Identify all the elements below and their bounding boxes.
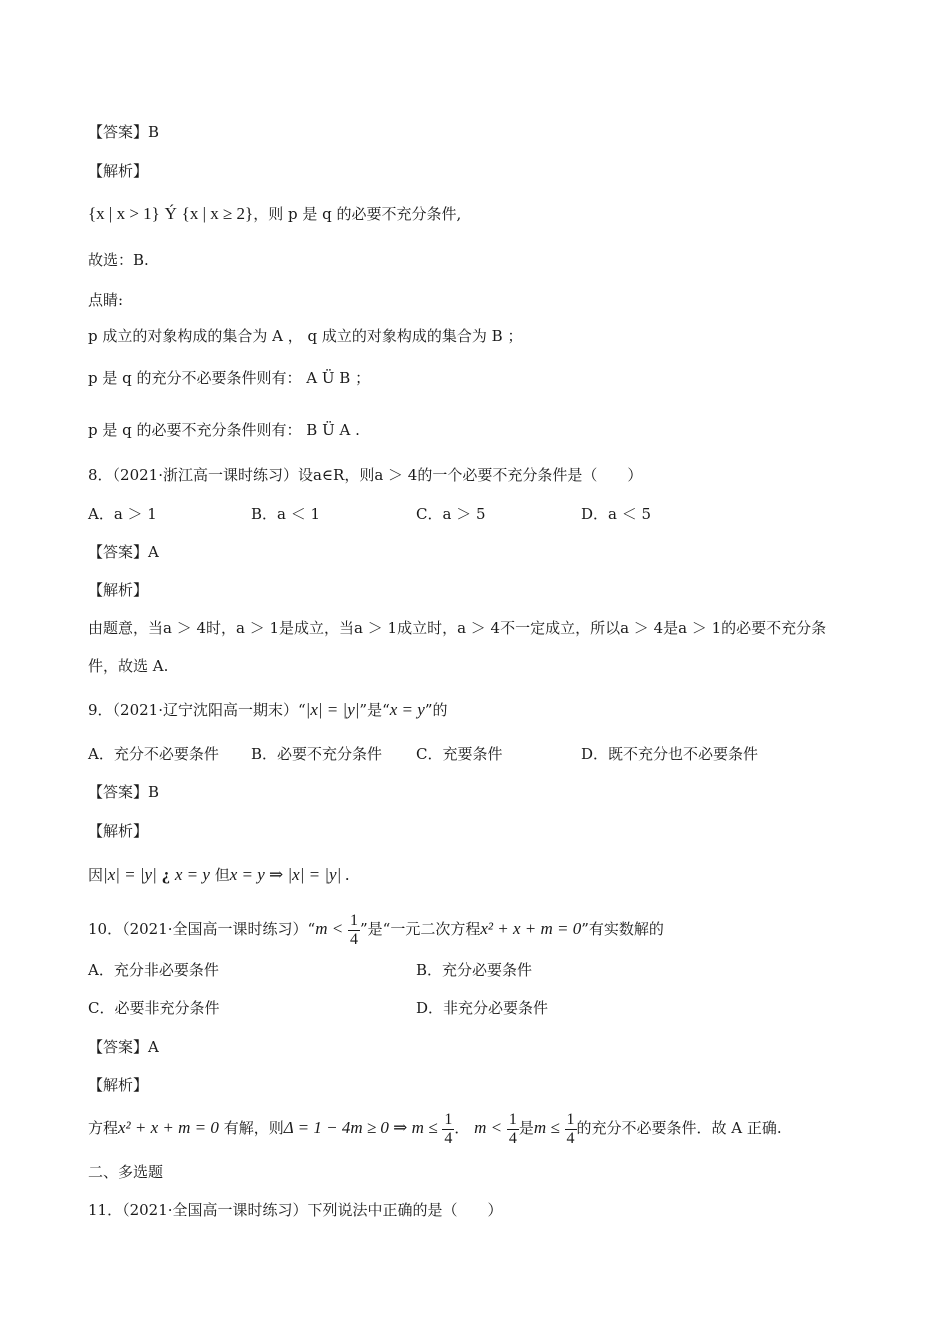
q8-option-b: B．a ＜ 1 <box>251 505 321 523</box>
q8-option-d: D．a ＜ 5 <box>581 505 652 523</box>
q10-a-frac-2-num: 1 <box>508 1110 517 1128</box>
q10-denominator: 4 <box>349 930 358 948</box>
subset-symbol: Ý <box>164 204 177 223</box>
q8-option-c: C．a ＞ 5 <box>416 505 486 523</box>
q10-option-a: A．充分非必要条件 <box>88 961 219 979</box>
q9-a-xy: x = y <box>174 865 210 884</box>
q10-a-delta: Δ = 1 − 4m ≥ 0 ⇒ m ≤ <box>283 1118 438 1137</box>
q10-a-frac-3-den: 4 <box>566 1129 575 1147</box>
q10-a-mid: 有解，则 <box>223 1119 284 1137</box>
q9-suffix: ”的 <box>424 701 448 719</box>
q10-a-eq: x² + x + m = 0 <box>118 1118 219 1137</box>
q7-answer: 【答案】B <box>88 123 160 141</box>
q9-mid: ”是“ <box>359 701 390 719</box>
q9-a-impl: x = y ⇒ |x| = |y| . <box>229 865 350 884</box>
q10-prefix: 10．（2021·全国高一课时练习）“ <box>88 920 316 938</box>
q9-a-pre: 因 <box>88 866 104 884</box>
q10-a-pre: 方程 <box>88 1119 119 1137</box>
q7-tip-3: p 是 q 的必要不充分条件则有： B Ü A . <box>88 421 360 439</box>
q9-analysis-label: 【解析】 <box>88 822 149 840</box>
set-2: {x | x ≥ 2} <box>181 204 254 223</box>
q9-analysis <box>88 864 350 886</box>
q10-analysis: 方程x² + x + m = 0 有解，则Δ = 1 − 4m ≥ 0 ⇒ m ≤ $\frac{1}{4}$ ． m < $\frac{1}{4}$ 是m ≤ $\frac{1}{4}$ 的充分不必要条件．故 A 正确. <box>88 1110 782 1147</box>
q9-a-sym: ¿ <box>161 865 171 884</box>
set-1: {x | x > 1} <box>88 204 160 223</box>
q10-a-frac-1-den: 4 <box>444 1129 453 1147</box>
q10-mid: ”是“一元二次方程 <box>359 920 481 938</box>
q10-analysis-label: 【解析】 <box>88 1076 149 1094</box>
q7-tip-1: p 成立的对象构成的集合为 A ， q 成立的对象构成的集合为 B ； <box>88 327 523 345</box>
q10-eq: x² + x + m = 0 <box>480 919 582 938</box>
q9-prefix: 9．（2021·辽宁沈阳高一期末）“ <box>88 701 306 719</box>
q9-option-c: C．充要条件 <box>416 745 503 763</box>
q8-answer: 【答案】A <box>88 543 159 561</box>
q9-a-but: 但 <box>214 866 230 884</box>
q9-a-abs: |x| = |y| <box>103 865 157 884</box>
q9-answer: 【答案】B <box>88 783 160 801</box>
q10-a-frac-1 <box>442 1111 454 1148</box>
q7-conclusion: ，则 p 是 q 的必要不充分条件, <box>253 205 462 223</box>
q9-option-a: A．充分不必要条件 <box>88 745 219 763</box>
q10-stem <box>88 909 664 949</box>
q10-a-m-lt: m < <box>474 1118 503 1137</box>
q10-a-frac-1-num: 1 <box>444 1110 453 1128</box>
q10-option-c: C．必要非充分条件 <box>88 999 220 1017</box>
q10-a-end: 的充分不必要条件．故 A 正确. <box>576 1119 782 1137</box>
q10-option-d: D．非充分必要条件 <box>416 999 549 1017</box>
q10-fraction <box>348 912 360 949</box>
q10-a-frac-2-den: 4 <box>508 1129 517 1147</box>
q8-option-a: A．a ＞ 1 <box>88 505 157 523</box>
q7-choice: 故选：B. <box>88 251 149 269</box>
section-title-multi-choice: 二、多选题 <box>88 1163 164 1181</box>
q7-tip-label: 点睛: <box>88 291 124 309</box>
q9-option-b: B．必要不充分条件 <box>251 745 383 763</box>
q10-option-b: B．充分必要条件 <box>416 961 533 979</box>
q10-a-m-le: m ≤ <box>533 1118 560 1137</box>
q10-answer: 【答案】A <box>88 1038 159 1056</box>
q7-analysis-label: 【解析】 <box>88 162 149 180</box>
q7-analysis-line <box>88 203 461 225</box>
q8-analysis-1: 由题意，当a ＞ 4时，a ＞ 1是成立，当a ＞ 1成立时，a ＞ 4不一定成立，所以a ＞ 4是a ＞ 1的必要不充分条 <box>88 619 827 637</box>
q10-m-lt: m < <box>315 919 344 938</box>
q10-a-is: 是 <box>518 1119 534 1137</box>
q9-stem <box>88 699 448 721</box>
q8-analysis-label: 【解析】 <box>88 581 149 599</box>
q10-numerator: 1 <box>349 911 358 929</box>
q9-cond-2: x = y <box>389 700 425 719</box>
q9-cond-1: |x| = |y| <box>305 700 360 719</box>
q10-a-frac-3-num: 1 <box>566 1110 575 1128</box>
q11-stem: 11．（2021·全国高一课时练习）下列说法中正确的是（ ） <box>88 1201 503 1219</box>
q10-a-frac-3 <box>565 1111 577 1148</box>
q9-option-d: D．既不充分也不必要条件 <box>581 745 759 763</box>
q10-suffix: ”有实数解的 <box>581 920 664 938</box>
q7-tip-2: p 是 q 的充分不必要条件则有： A Ü B ； <box>88 369 371 387</box>
q10-a-frac-2 <box>507 1111 519 1148</box>
q8-analysis-2: 件，故选 A. <box>88 657 169 675</box>
q8-stem: 8．（2021·浙江高一课时练习）设a∈R，则a ＞ 4的一个必要不充分条件是（ ） <box>88 466 643 484</box>
